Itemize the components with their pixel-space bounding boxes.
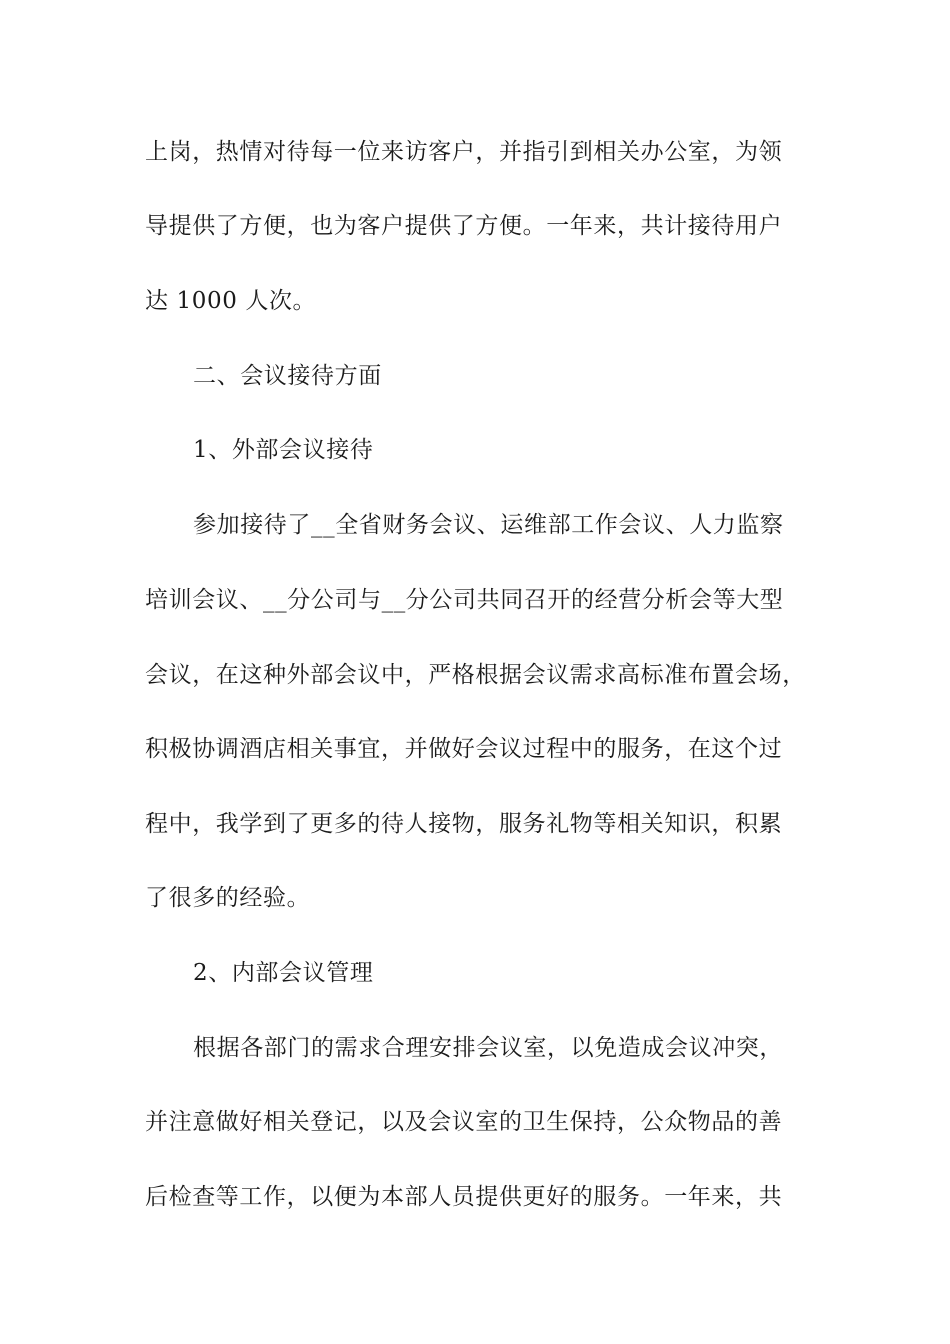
paragraph-line: 导提供了方便，也为客户提供了方便。一年来，共计接待用户 (145, 213, 783, 239)
paragraph-line: 上岗，热情对待每一位来访客户，并指引到相关办公室，为领 (145, 139, 783, 165)
paragraph-line: 程中，我学到了更多的待人接物，服务礼物等相关知识，积累 (145, 811, 783, 837)
paragraph-line: 根据各部门的需求合理安排会议室，以免造成会议冲突， (193, 1035, 783, 1061)
paragraph-line: 会议，在这种外部会议中，严格根据会议需求高标准布置会场， (145, 662, 806, 688)
subsection-heading: 2、内部会议管理 (193, 960, 374, 986)
paragraph-line: 后检查等工作，以便为本部人员提供更好的服务。一年来，共 (145, 1184, 783, 1210)
section-heading: 二、会议接待方面 (193, 363, 382, 389)
paragraph-line: 达 1000 人次。 (145, 288, 317, 314)
paragraph-line: 了很多的经验。 (145, 885, 311, 911)
paragraph-line: 培训会议、__分公司与__分公司共同召开的经营分析会等大型 (145, 587, 784, 613)
paragraph-line: 并注意做好相关登记，以及会议室的卫生保持，公众物品的善 (145, 1109, 783, 1135)
paragraph-line: 积极协调酒店相关事宜，并做好会议过程中的服务，在这个过 (145, 736, 783, 762)
subsection-heading: 1、外部会议接待 (193, 437, 374, 463)
paragraph-line: 参加接待了__全省财务会议、运维部工作会议、人力监察 (193, 512, 784, 538)
